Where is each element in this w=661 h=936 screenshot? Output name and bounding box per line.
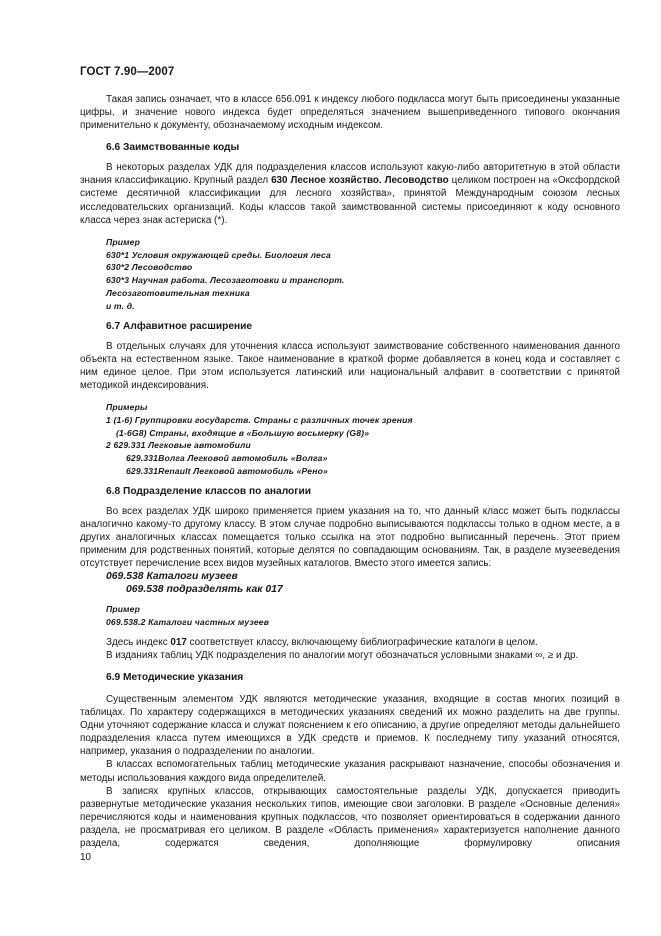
text-run: целиком построен на «Оксфордской системе десятичной классификации для лесного хозяйства», принятой Международным союзом лесных исследовательских организаций. Коды классов такой заимствованной системы присоединяют к коду основного класса через знак астериска (*). bbox=[80, 175, 620, 226]
page-number: 10 bbox=[80, 852, 91, 863]
bold-run: 017 bbox=[170, 636, 187, 648]
standard-header: ГОСТ 7.90—2007 bbox=[80, 66, 175, 78]
example-line: 629.331Волга Легковой автомобиль «Волга» bbox=[126, 453, 328, 464]
record-line: 069.538 Каталоги музеев bbox=[106, 571, 238, 583]
example-block-6-8 bbox=[80, 603, 620, 629]
example-label: Пример bbox=[106, 604, 140, 615]
example-line: 2 629.331 Легковые автомобили bbox=[106, 440, 251, 451]
record-line: 069.538 подразделять как 017 bbox=[126, 584, 283, 596]
page-body bbox=[80, 93, 620, 850]
section-6-7-paragraph: В отдельных случаях для уточнения класса используют заимствование собственного наименования данного объекта на естественном языке. Такое наименование в краткой форме добавляется в конец кода и составляет с ним единое целое. При этом используется латинский или национальный алфавит в соответствии с принятой методикой индексирования. bbox=[80, 340, 620, 391]
example-line: и т. д. bbox=[106, 300, 135, 311]
example-line: 630*3 Научная работа. Лесозаготовки и транспорт. bbox=[106, 275, 345, 286]
example-line: 1 (1-6) Группировки государств. Страны с различных точек зрения bbox=[106, 414, 413, 425]
section-6-6-paragraph bbox=[80, 161, 620, 226]
example-block-6-6 bbox=[80, 236, 620, 313]
example-line: 629.331Renault Легковой автомобиль «Рено» bbox=[126, 465, 328, 476]
bold-run: 630 Лесное хозяйство. Лесоводство bbox=[271, 175, 449, 187]
example-line: 069.538.2 Каталоги частных музеев bbox=[106, 616, 270, 627]
intro-paragraph: Такая запись означает, что в классе 656.091 к индексу любого подкласса могут быть присоединены указанные цифры, и значение нового индекса будет определяться значением вышеприведенного типового окончания применительно к документу, обозначаемому исходным индексом. bbox=[80, 94, 620, 132]
section-6-8-paragraph-2 bbox=[80, 636, 620, 649]
example-line: 630*1 Условия окружающей среды. Биология леса bbox=[106, 249, 331, 260]
section-heading-6-7: 6.7 Алфавитное расширение bbox=[106, 320, 253, 332]
text-run: соответствует классу, включающему библиографические каталоги в целом. bbox=[186, 636, 538, 648]
section-heading-6-8: 6.8 Подразделение классов по аналогии bbox=[106, 485, 312, 497]
section-6-9-paragraph-2: В классах вспомогательных таблиц методические указания раскрывают назначение, способы обозначения и методы использования каждого вида определителей. bbox=[80, 759, 620, 784]
example-block-6-7 bbox=[80, 401, 620, 478]
section-heading-6-6: 6.6 Заимствованные коды bbox=[106, 142, 240, 154]
example-line: (1-6G8) Страны, входящие в «Большую восьмерку (G8)» bbox=[116, 427, 370, 438]
text-run: Здесь индекс bbox=[106, 636, 171, 648]
section-6-8-paragraph-3: В изданиях таблиц УДК подразделения по аналогии могут обозначаться условными знаками ∞, ≥ и др. bbox=[106, 649, 579, 661]
section-6-9-paragraph-1: Существенным элементом УДК являются методические указания, входящие в состав многих позиций в таблицах. По характеру содержащихся в методических указаниях сведений их можно разделить на две группы. Одни уточняют содержание класса и служат пояснением к его описанию, а другие определяют методы дальнейшего подразделения класса путем имеющихся в УДК средств и приемов. К последнему типу указаний относятся, например, указания о подразделении по аналогии. bbox=[80, 693, 620, 758]
example-label: Примеры bbox=[106, 401, 148, 412]
example-line: Лесозаготовительная техника bbox=[106, 287, 250, 298]
text-run: В некоторых разделах УДК для подразделения классов используют какую-либо авторитетную в этой области знания классификацию. Крупный раздел bbox=[80, 162, 620, 187]
section-6-8-paragraph: Во всех разделах УДК широко применяется прием указания на то, что данный класс может быть подклассы аналогично какому-то другому классу. В этом случае подробно выписываются подклассы только в одном месте, а в других аналогичных классах помещается только ссылка на этот подробно выписанный перечень. Этот прием применим для родственных понятий, которые делятся по совпадающим основаниям. Так, в разделе музееведения отсутствует перечисление всех видов музейных каталогов. Вместо этого имеется запись: bbox=[80, 505, 620, 570]
example-line: 630*2 Лесоводство bbox=[106, 262, 193, 273]
section-heading-6-9: 6.9 Методические указания bbox=[106, 671, 244, 683]
example-label: Пример bbox=[106, 236, 140, 247]
section-6-9-paragraph-3: В записях крупных классов, открывающих самостоятельные разделы УДК, допускается приводить развернутые методические указания нескольких типов, имеющие свои заголовки. В разделе «Основные деления» перечисляются коды и наименования крупных подклассов, что позволяет ориентироваться в содержании данного раздела, не просматривая его целиком. В разделе «Область применения» характеризуется наполнение данного раздела, содержатся сведения, дополняющие формулировку описания bbox=[80, 785, 620, 849]
